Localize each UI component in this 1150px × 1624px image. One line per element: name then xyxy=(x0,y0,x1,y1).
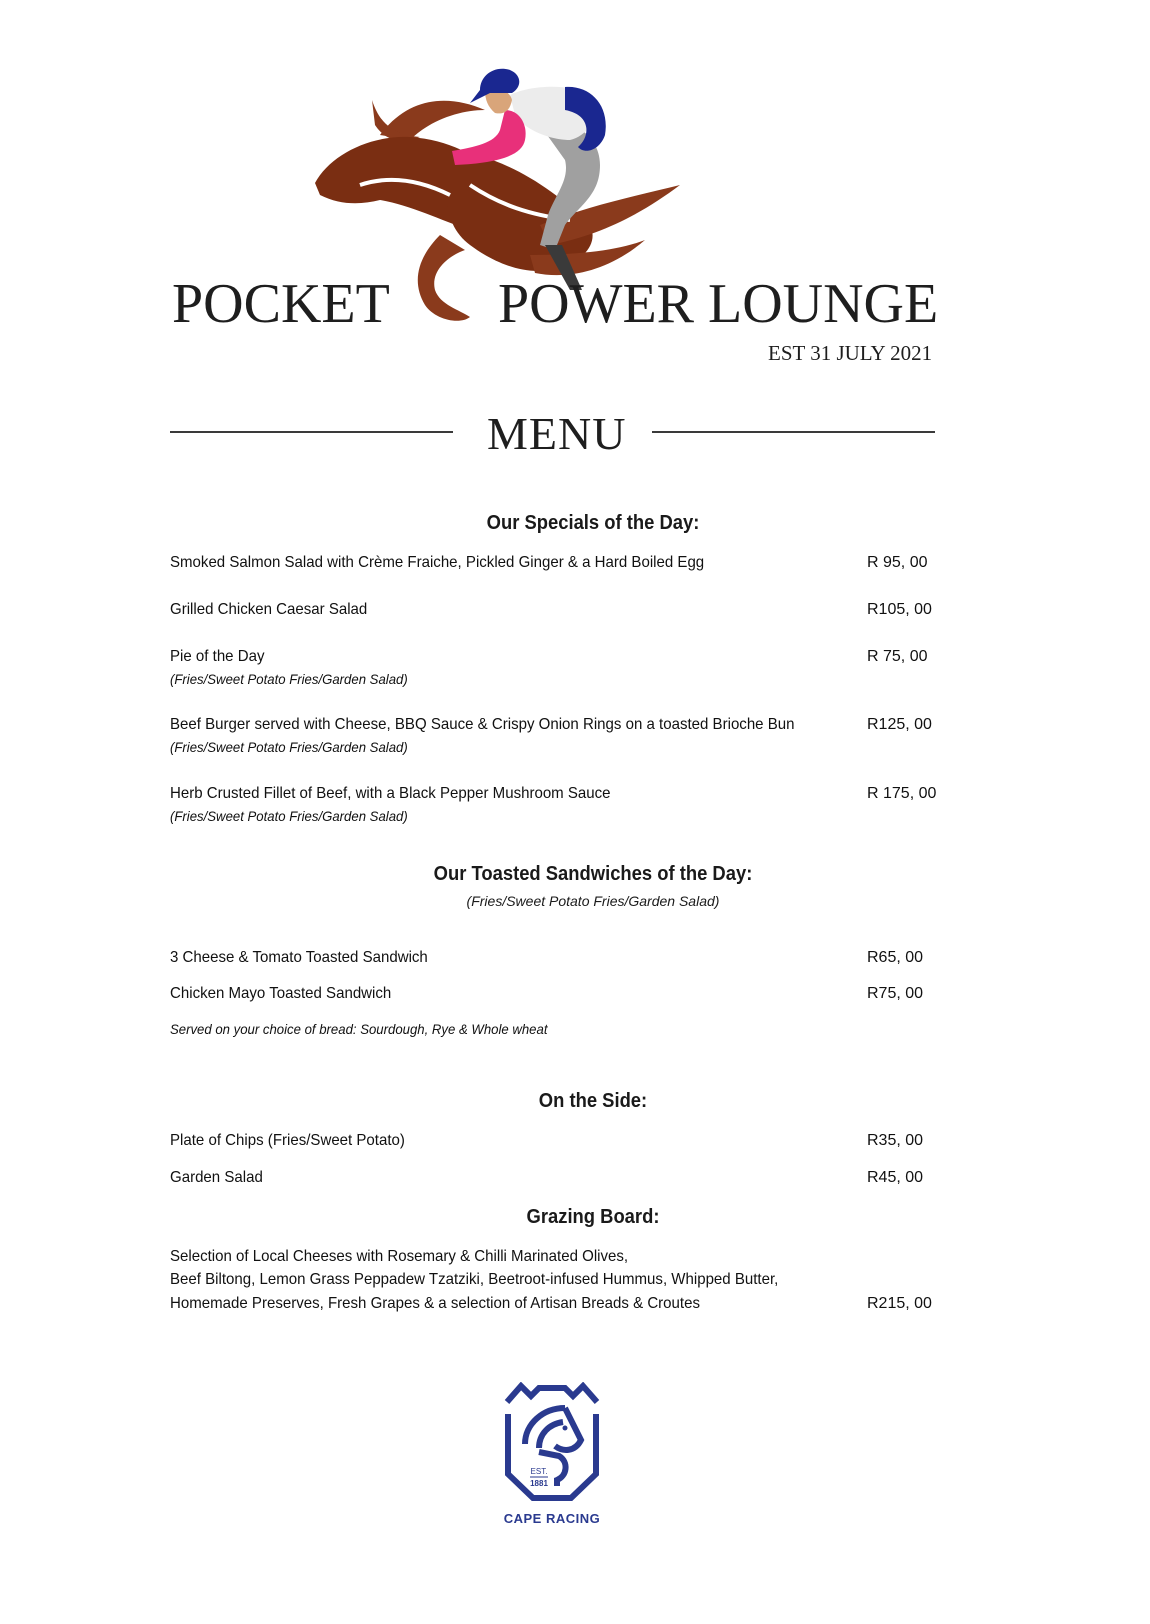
jockey-arm xyxy=(452,110,526,165)
grazing-line: Beef Biltong, Lemon Grass Peppadew Tzatziki, Beetroot-infused Hummus, Whipped Butter, xyxy=(170,1271,779,1288)
brand-name-right: POWER LOUNGE xyxy=(498,273,939,335)
menu-item-price: R 175, 00 xyxy=(867,785,937,802)
menu-item-price: R45, 00 xyxy=(867,1169,924,1186)
section-subheading-sandwiches: (Fries/Sweet Potato Fries/Garden Salad) xyxy=(466,893,720,909)
section-heading-specials: Our Specials of the Day: xyxy=(486,512,700,534)
menu-item-name: Smoked Salmon Salad with Crème Fraiche, Pickled Ginger & a Hard Boiled Egg xyxy=(170,554,705,571)
crest-est: EST. xyxy=(530,1467,548,1476)
bread-note: Served on your choice of bread: Sourdough, Rye & Whole wheat xyxy=(170,1021,548,1037)
section-heading-sides: On the Side: xyxy=(538,1090,648,1112)
divider-left xyxy=(170,431,453,433)
menu-item-name: Beef Burger served with Cheese, BBQ Sauce & Crispy Onion Rings on a toasted Brioche Bun xyxy=(170,716,795,733)
menu-item-price: R215, 00 xyxy=(867,1295,932,1312)
cape-racing-label: CAPE RACING xyxy=(503,1511,601,1526)
menu-item-price: R 95, 00 xyxy=(867,554,928,571)
section-heading-grazing: Grazing Board: xyxy=(526,1206,660,1228)
menu-item-price: R 75, 00 xyxy=(867,648,928,665)
menu-item-price: R65, 00 xyxy=(867,949,924,966)
divider-right xyxy=(652,431,935,433)
menu-title: MENU xyxy=(487,408,627,459)
menu-item-note: (Fries/Sweet Potato Fries/Garden Salad) xyxy=(170,808,408,824)
cape-racing-crest-icon xyxy=(503,1382,601,1502)
crest-horse-eye xyxy=(563,1426,568,1431)
crest-mountains xyxy=(507,1386,597,1402)
menu-item-name: Plate of Chips (Fries/Sweet Potato) xyxy=(170,1132,405,1149)
menu-item-name: Chicken Mayo Toasted Sandwich xyxy=(170,985,392,1002)
brand-name-left: POCKET xyxy=(172,273,390,335)
section-heading-sandwiches: Our Toasted Sandwiches of the Day: xyxy=(433,863,753,885)
crest-horse-head xyxy=(555,1408,581,1450)
menu-item-note: (Fries/Sweet Potato Fries/Garden Salad) xyxy=(170,739,408,755)
menu-item-price: R125, 00 xyxy=(867,716,932,733)
menu-item-price: R35, 00 xyxy=(867,1132,924,1149)
grazing-line: Homemade Preserves, Fresh Grapes & a selection of Artisan Breads & Croutes xyxy=(170,1295,700,1312)
crest-horse-arc xyxy=(525,1408,565,1444)
menu-item-price: R105, 00 xyxy=(867,601,932,618)
crest-horse-arc xyxy=(539,1422,563,1448)
horse-leg xyxy=(418,235,470,321)
menu-item-name: Garden Salad xyxy=(170,1169,263,1186)
menu-item-name: Pie of the Day xyxy=(170,648,265,665)
menu-item-name: Grilled Chicken Caesar Salad xyxy=(170,601,368,618)
crest-year: 1881 xyxy=(530,1479,548,1488)
grazing-line: Selection of Local Cheeses with Rosemary & Chilli Marinated Olives, xyxy=(170,1248,629,1265)
menu-item-name: Herb Crusted Fillet of Beef, with a Black Pepper Mushroom Sauce xyxy=(170,785,611,802)
menu-item-price: R75, 00 xyxy=(867,985,924,1002)
menu-item-note: (Fries/Sweet Potato Fries/Garden Salad) xyxy=(170,671,408,687)
menu-item-name: 3 Cheese & Tomato Toasted Sandwich xyxy=(170,949,428,966)
established-date: EST 31 JULY 2021 xyxy=(768,341,933,365)
